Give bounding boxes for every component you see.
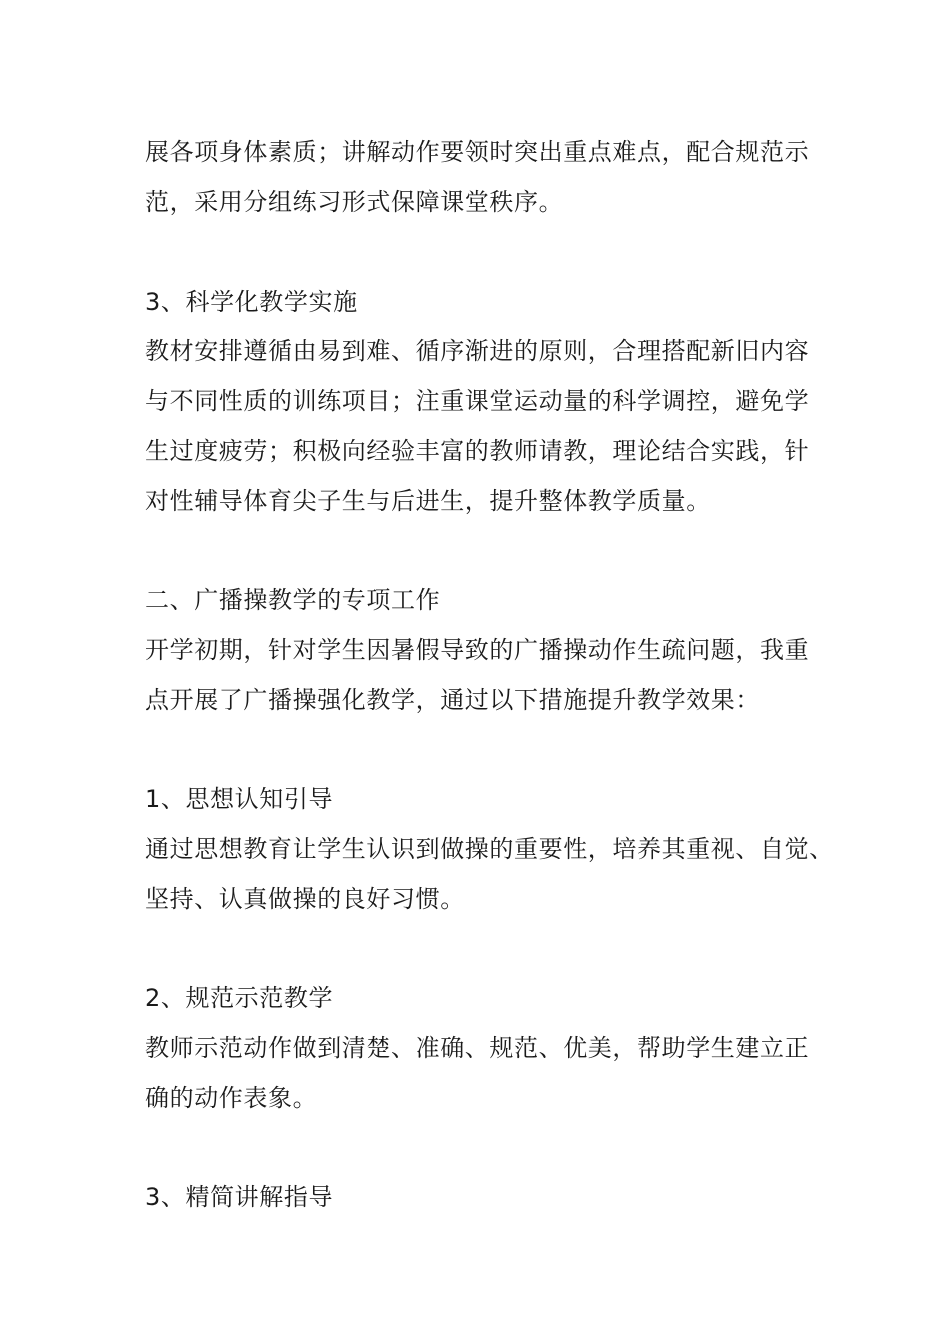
section-heading: 1、思想认知引导 <box>145 785 334 813</box>
paragraph-line: 确的动作表象。 <box>145 1084 318 1112</box>
paragraph-line: 对性辅导体育尖子生与后进生，提升整体教学质量。 <box>145 487 711 515</box>
section-heading: 2、规范示范教学 <box>145 984 334 1012</box>
paragraph-line: 范，采用分组练习形式保障课堂秩序。 <box>145 188 564 216</box>
section-heading: 3、精简讲解指导 <box>145 1183 334 1211</box>
paragraph-line: 通过思想教育让学生认识到做操的重要性，培养其重视、自觉、 <box>145 835 834 863</box>
paragraph-line: 点开展了广播操强化教学，通过以下措施提升教学效果： <box>145 686 760 714</box>
section-heading: 二、广播操教学的专项工作 <box>145 586 441 614</box>
paragraph-line: 开学初期，针对学生因暑假导致的广播操动作生疏问题，我重 <box>145 636 810 664</box>
paragraph-line: 教师示范动作做到清楚、准确、规范、优美，帮助学生建立正 <box>145 1034 810 1062</box>
paragraph-line: 教材安排遵循由易到难、循序渐进的原则，合理搭配新旧内容 <box>145 337 810 365</box>
paragraph-line: 生过度疲劳；积极向经验丰富的教师请教，理论结合实践，针 <box>145 437 810 465</box>
section-heading: 3、科学化教学实施 <box>145 288 358 316</box>
paragraph-line: 与不同性质的训练项目；注重课堂运动量的科学调控，避免学 <box>145 387 810 415</box>
paragraph-line: 展各项身体素质；讲解动作要领时突出重点难点，配合规范示 <box>145 138 810 166</box>
paragraph-line: 坚持、认真做操的良好习惯。 <box>145 885 465 913</box>
